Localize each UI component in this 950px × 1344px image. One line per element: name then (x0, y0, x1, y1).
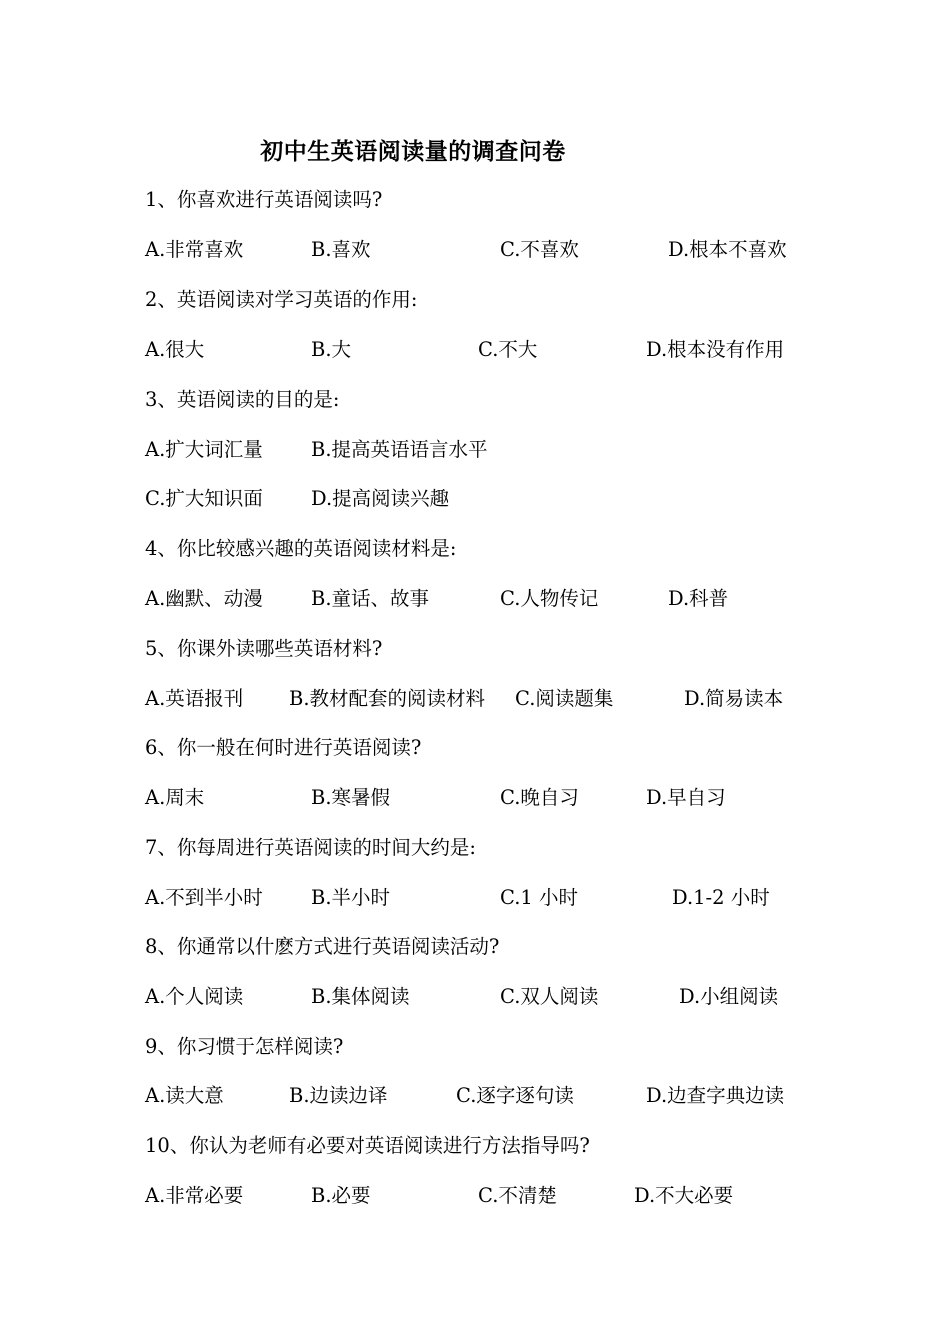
option-a: A.非常喜欢 (145, 238, 244, 261)
question-2 (0, 280, 950, 320)
question-7 (0, 828, 950, 868)
option-a: A.个人阅读 (145, 985, 244, 1008)
option-c: C.逐字逐句读 (456, 1084, 574, 1107)
option-d: D.小组阅读 (679, 985, 779, 1008)
option-a: A.非常必要 (145, 1184, 244, 1207)
question-3-options-row1 (0, 430, 950, 470)
question-text: 2、英语阅读对学习英语的作用: (145, 288, 418, 311)
option-b: B.童话、故事 (311, 587, 430, 610)
option-d: D.提高阅读兴趣 (311, 487, 450, 510)
question-3-options-row2 (0, 479, 950, 519)
question-2-options (0, 330, 950, 370)
option-d: D.1-2 小时 (672, 886, 770, 909)
question-9-options (0, 1076, 950, 1116)
option-a: A.扩大词汇量 (145, 438, 263, 461)
question-text: 3、英语阅读的目的是: (145, 388, 340, 411)
option-b: B.喜欢 (311, 238, 371, 261)
question-1-options (0, 230, 950, 270)
option-c: C.阅读题集 (515, 687, 614, 710)
question-3 (0, 380, 950, 420)
option-c: C.不清楚 (478, 1184, 557, 1207)
option-a: A.不到半小时 (145, 886, 263, 909)
option-a: A.读大意 (145, 1084, 224, 1107)
option-c: C.不喜欢 (500, 238, 579, 261)
option-c: C.晚自习 (500, 786, 579, 809)
question-5-options (0, 679, 950, 719)
question-text: 7、你每周进行英语阅读的时间大约是: (145, 836, 476, 859)
option-b: B.边读边译 (289, 1084, 388, 1107)
question-8 (0, 927, 950, 967)
option-b: B.教材配套的阅读材料 (289, 687, 486, 710)
option-b: B.必要 (311, 1184, 371, 1207)
option-c: C.双人阅读 (500, 985, 599, 1008)
question-6-options (0, 778, 950, 818)
question-text: 8、你通常以什麽方式进行英语阅读活动? (145, 935, 500, 958)
question-4-options (0, 579, 950, 619)
question-text: 9、你习惯于怎样阅读? (145, 1035, 344, 1058)
question-text: 6、你一般在何时进行英语阅读? (145, 736, 422, 759)
question-text: 10、你认为老师有必要对英语阅读进行方法指导吗? (145, 1134, 590, 1157)
question-text: 4、你比较感兴趣的英语阅读材料是: (145, 537, 457, 560)
option-c: C.人物传记 (500, 587, 599, 610)
option-c: C.扩大知识面 (145, 487, 263, 510)
option-c: C.1 小时 (500, 886, 579, 909)
option-d: D.早自习 (646, 786, 726, 809)
question-10 (0, 1126, 950, 1166)
question-8-options (0, 977, 950, 1017)
option-b: B.提高英语语言水平 (311, 438, 488, 461)
question-6 (0, 728, 950, 768)
question-5 (0, 629, 950, 669)
option-d: D.科普 (668, 587, 729, 610)
option-d: D.边查字典边读 (646, 1084, 785, 1107)
page-title: 初中生英语阅读量的调查问卷 (260, 139, 566, 165)
question-1 (0, 180, 950, 220)
option-b: B.大 (311, 338, 352, 361)
option-c: C.不大 (478, 338, 538, 361)
option-a: A.周末 (145, 786, 205, 809)
option-b: B.集体阅读 (311, 985, 410, 1008)
option-b: B.半小时 (311, 886, 391, 909)
option-d: D.根本没有作用 (646, 338, 785, 361)
option-a: A.英语报刊 (145, 687, 244, 710)
option-d: D.简易读本 (684, 687, 784, 710)
option-b: B.寒暑假 (311, 786, 391, 809)
question-4 (0, 529, 950, 569)
question-10-options (0, 1176, 950, 1216)
option-a: A.很大 (145, 338, 205, 361)
option-d: D.不大必要 (634, 1184, 734, 1207)
question-7-options (0, 878, 950, 918)
option-d: D.根本不喜欢 (668, 238, 787, 261)
option-a: A.幽默、动漫 (145, 587, 263, 610)
question-text: 5、你课外读哪些英语材料? (145, 637, 383, 660)
question-9 (0, 1027, 950, 1067)
question-text: 1、你喜欢进行英语阅读吗? (145, 188, 383, 211)
